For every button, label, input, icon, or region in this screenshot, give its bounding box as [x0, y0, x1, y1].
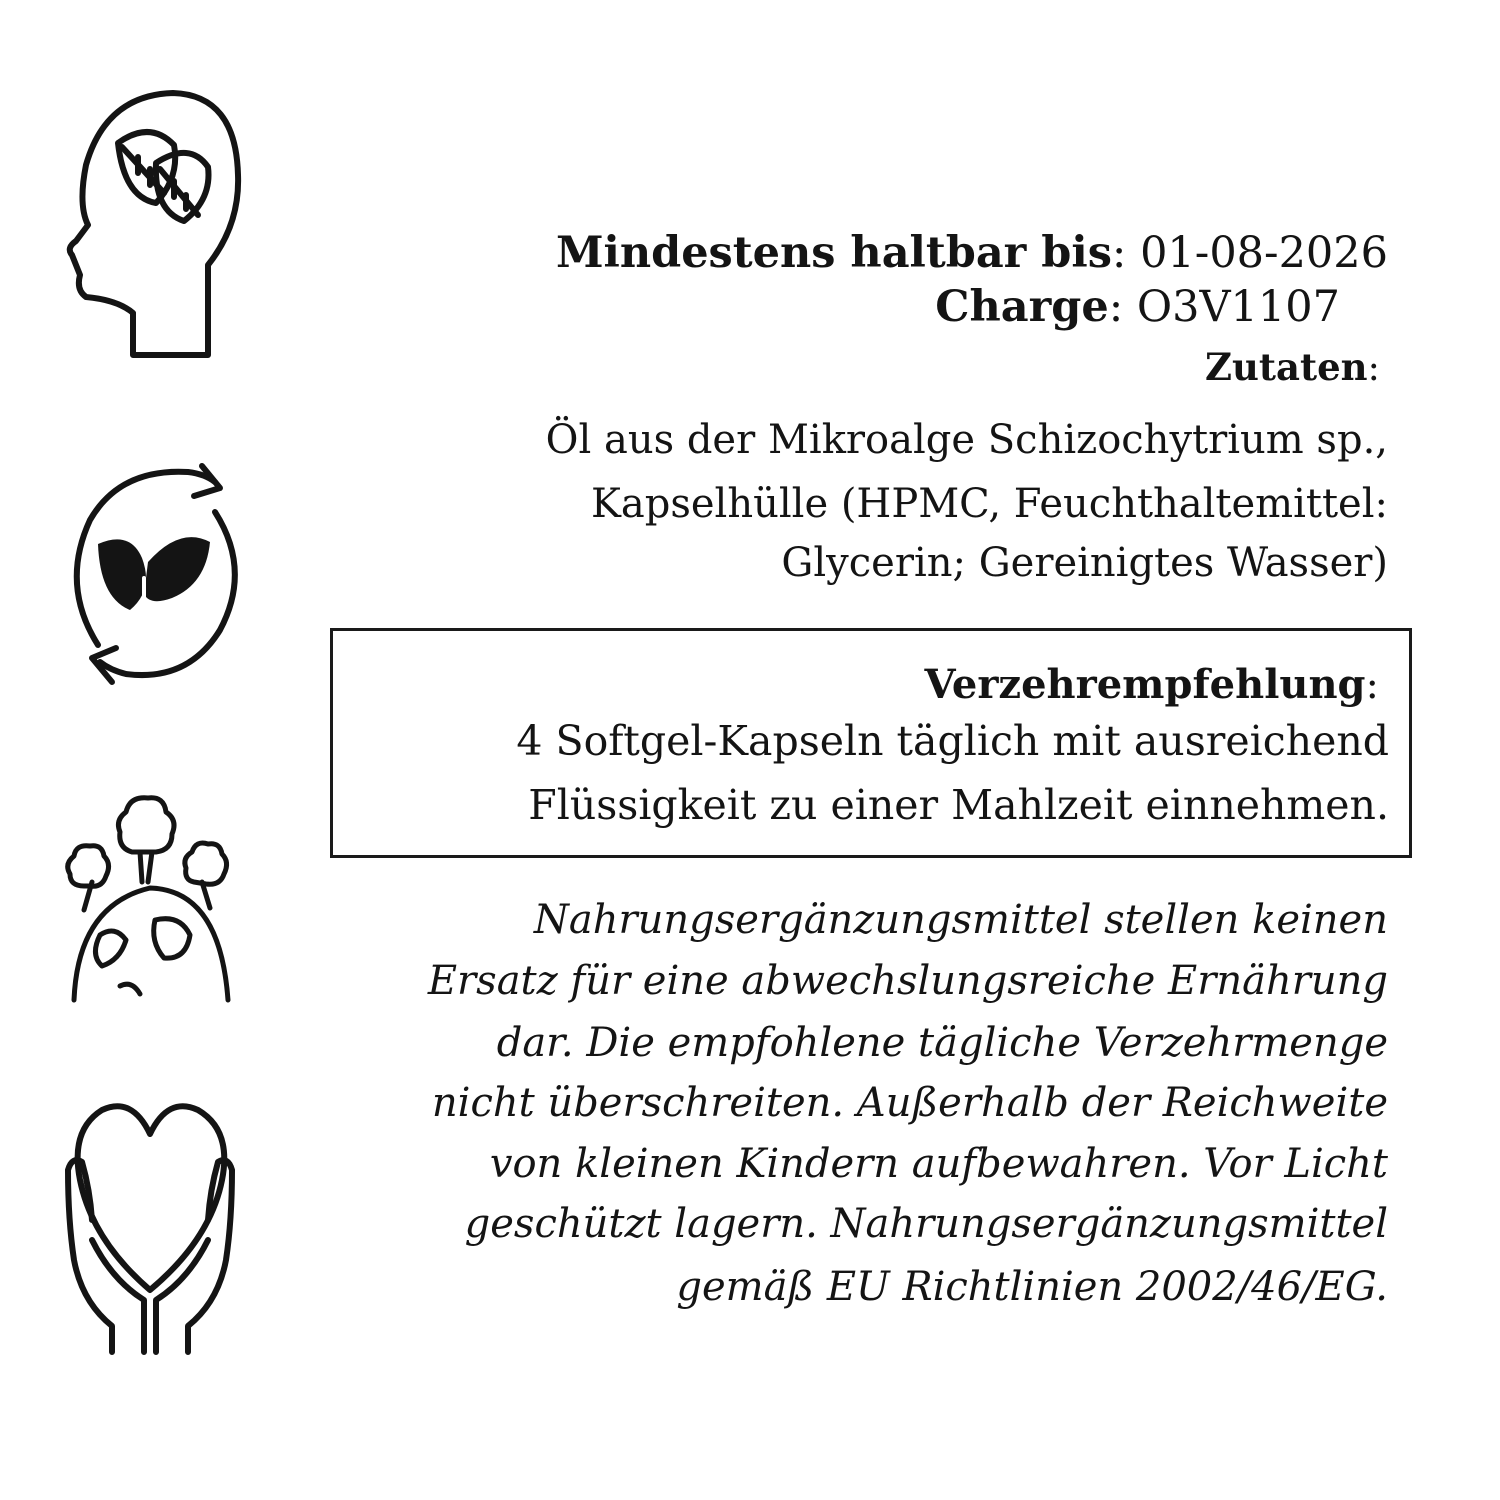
disclaimer-line: Nahrungsergänzungsmittel stellen keinen — [533, 897, 1388, 943]
disclaimer-line: geschützt lagern. Nahrungsergänzungsmittel — [464, 1201, 1388, 1247]
ingredients-block — [388, 0, 1388, 620]
ingredients-line: Kapselhülle (HPMC, Feuchthaltemittel: — [591, 481, 1388, 527]
ingredients-line: Öl aus der Mikroalge Schizochytrium sp., — [545, 417, 1388, 463]
recommendation-box — [330, 628, 1412, 858]
batch-value: O3V1107 — [1136, 282, 1340, 332]
head-leaves-icon — [58, 85, 248, 365]
recycle-leaf-icon — [70, 460, 240, 685]
earth-trees-icon — [60, 790, 245, 1005]
recommendation-line: 4 Softgel-Kapseln täglich mit ausreichend — [516, 717, 1389, 765]
best-before-label: Mindestens haltbar bis — [555, 228, 1112, 278]
ingredients-line: Glycerin; Gereinigtes Wasser) — [781, 540, 1388, 586]
recommendation-heading: Verzehrempfehlung: — [924, 661, 1379, 708]
disclaimer-line: dar. Die empfohlene tägliche Verzehrmenge — [496, 1020, 1388, 1066]
disclaimer-line: nicht überschreiten. Außerhalb der Reichweite — [431, 1080, 1388, 1126]
disclaimer-line: gemäß EU Richtlinien 2002/46/EG. — [676, 1264, 1388, 1310]
batch-label: Charge — [935, 282, 1109, 332]
best-before-row: Mindestens haltbar bis: 01-08-2026 — [555, 228, 1388, 278]
batch-row: Charge: O3V1107 — [935, 282, 1340, 332]
recommendation-line: Flüssigkeit zu einer Mahlzeit einnehmen. — [528, 781, 1389, 829]
best-before-value: 01-08-2026 — [1140, 228, 1388, 278]
disclaimer-line: Ersatz für eine abwechslungsreiche Ernährung — [427, 958, 1388, 1004]
heart-hands-icon — [62, 1090, 242, 1360]
ingredients-heading: Zutaten: — [1205, 345, 1380, 389]
disclaimer-line: von kleinen Kindern aufbewahren. Vor Licht — [489, 1141, 1388, 1187]
